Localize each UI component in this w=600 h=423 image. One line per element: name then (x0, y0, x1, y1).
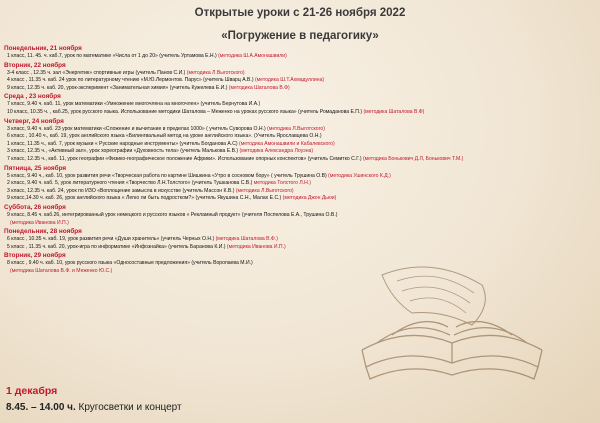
lesson-entry (4, 85, 598, 93)
final-date: 1 декабря (6, 385, 58, 397)
methodology-note: (методика Л.Выготского) (267, 125, 325, 132)
lesson-text: 7 класс, 12.35 ч., каб. 11, урок географии «Физико-географическое положение Африки». Использование опорных конспектов» (учитель Семитко С.Г.) (7, 155, 363, 162)
lesson-entry (4, 156, 598, 164)
lesson-text: 3 класс, 12.35 ч. каб. 24, урок по ИЗО «Воплощение замысла в искусстве (учитель Массон К.В.) (7, 187, 236, 194)
day-heading: Пятница, 25 ноября (4, 164, 67, 172)
methodology-note: (методика Ушинского К.Д.) (328, 172, 391, 179)
lesson-entry (4, 70, 598, 78)
lesson-text: 9 класс,14.30 ч. каб. 26, урок английского языка « Легко ли быть подростком?» (учитель Якушина С.Н., Малах Е.С.) (7, 195, 283, 202)
day-heading: Понедельник, 28 ноября (4, 228, 82, 236)
lesson-entry (4, 148, 598, 156)
methodology-note: (методика Шаталова В.Ф) (228, 84, 290, 91)
methodology-note: (методика Иванова И.П.) (10, 219, 69, 226)
methodology-note: (методика Александра Лоуэна) (239, 148, 314, 155)
lesson-text: 6 класс , 10.35 ч. каб. 19, урок развития речи «Души хранитель» (учитель Черных О.Н.) (7, 236, 216, 243)
methodology-note: (методика Ш.Т.Ахмадуллина) (254, 77, 325, 84)
open-book-illustration (352, 255, 552, 395)
lesson-text: 9 класс, 8.45 ч. каб.26, интегрированный урок немецкого и русского языков « Рекламный продукт» (учителя Поспелова Е.А., Трушина О.В.) (7, 211, 338, 218)
lesson-entry (4, 53, 598, 61)
final-event (6, 402, 182, 413)
lesson-text: 3 класс, 12.35 ч., «Активный зал», урок хореографии «Духовность тела» (учитель Малькова Е.В.) (7, 148, 240, 155)
lesson-entry (4, 173, 598, 181)
lesson-text: 6 класс , 10.40 ч., каб. 19, урок английского языка «Билингвальный метод на уроке английского языка». (Учитель Ярославцева О.Н.) (7, 133, 322, 140)
methodology-note: (методика Л.Выготского) (186, 69, 245, 76)
lesson-entry (4, 109, 598, 117)
lesson-entry (4, 236, 598, 244)
methodology-note: (методика Шаталова В.Ф. и Меженко Ю.С.) (10, 267, 113, 274)
lesson-text: 2 класс, 9.40 ч. каб. 5, урок литературного чтения «Творчество Л.Н.Толстого» (учитель Тушканова С.В.) (7, 180, 254, 187)
lesson-text: 5 класс , 11.35 ч. каб. 20, урок-игра по информатике «Инфознайка» (учитель Баранова К.И.) (7, 243, 227, 250)
lesson-text: 1 класс, 11. 45. ч. каб.7, урок по математике «Числа от 1 до 20» (учитель Уртамова Е.Н.) (7, 53, 219, 59)
lesson-text: 5 класс, 9.40 ч., каб. 10, урок развития речи «Творческая работа по картине Шишкина «Утро в сосновом бору» ( учитель Трушина О.В) (7, 172, 329, 179)
schedule (4, 44, 598, 275)
lesson-text: 8 класс , 9.40 ч. каб. 10, урок русского языка «Односоставные предложения» (учитель Воропаева М.И.) (7, 260, 253, 267)
lesson-entry (4, 195, 598, 203)
methodology-note: (методика Ш.А.Амонашвили) (218, 53, 287, 59)
methodology-note: методика Толстого Л.Н.) (253, 180, 311, 187)
day-heading: Понедельник, 21 ноября (4, 45, 82, 52)
lesson-text: 9 класс, 12.35 ч. каб. 20, урок-эксперимент «Занимательная химия» (учитель Кужелева Е.И.) (7, 84, 229, 91)
lesson-text: 7 класс, 9.40 ч. каб. 11, урок математики «Умножение многочлена на многочлен» (учитель Бернутова И.А.) (7, 101, 261, 108)
methodology-note: (методика Амонашвили и Кабалевского) (239, 140, 335, 147)
page-subtitle: «Погружение в педагогику» (221, 30, 379, 42)
methodology-note: (методика Иванова И.П.) (226, 243, 286, 250)
methodology-note: (методика Л.Выготского) (235, 187, 294, 194)
final-time: 8.45. – 14.00 ч. (6, 402, 76, 413)
header (0, 6, 600, 43)
methodology-note: (методика Шаталова В.Ф) (363, 108, 425, 115)
day-heading: Среда , 23 ноября (4, 93, 61, 101)
lesson-entry (4, 101, 598, 109)
lesson-entry (4, 212, 598, 220)
day-heading: Суббота, 26 ноября (4, 203, 66, 211)
lesson-entry (4, 180, 598, 188)
day-heading: Четверг, 24 ноября (4, 117, 64, 125)
day-heading: Вторник, 29 ноября (4, 252, 66, 260)
methodology-note: (методика Бонькович Д.Л, Бонькович Т.М.) (362, 155, 464, 162)
lesson-text: 1 класс, 11.35 ч., каб. 7, урок музыки « Русские народные инструменты» (учитель Богданова А.С) (7, 140, 240, 147)
lesson-entry (4, 268, 598, 276)
lesson-text: 3-4 класс , 12.35 ч. зал «Энергетик» спортивные игры (учитель Панов С.И.) (7, 69, 187, 76)
page-title: Открытые уроки с 21-26 ноября 2022 (194, 7, 406, 19)
lesson-text: 10 класс, 10.35 ч. , каб.25, урок русского языка. Использование методики Шаталова – Меженко на уроках русского языка» (учитель Ромаданова Е.П.) (7, 108, 364, 115)
lesson-text: 4 класс , 11.35 ч. каб. 24 урок по литературному чтению «М.Ю.Лермонтов. Парус» (учитель Шварц А.В.) (7, 77, 255, 84)
methodology-note: (методика Джон Дьюи) (282, 195, 337, 202)
day-heading: Вторник, 22 ноября (4, 61, 66, 69)
lesson-entry (4, 260, 598, 268)
methodology-note: (методика Шаталова В.Ф.) (215, 236, 278, 243)
lesson-entry (4, 244, 598, 252)
lesson-entry (4, 77, 598, 85)
lesson-text: 3 класс, 9.40 ч. каб. 23 урок математики «Сложение и вычитание в пределах 1000» ( учитель Суворова О.Н.) (7, 125, 268, 132)
lesson-entry (4, 220, 598, 228)
final-event-text: Кругосветки и концерт (75, 402, 182, 413)
lesson-entry (4, 133, 598, 141)
